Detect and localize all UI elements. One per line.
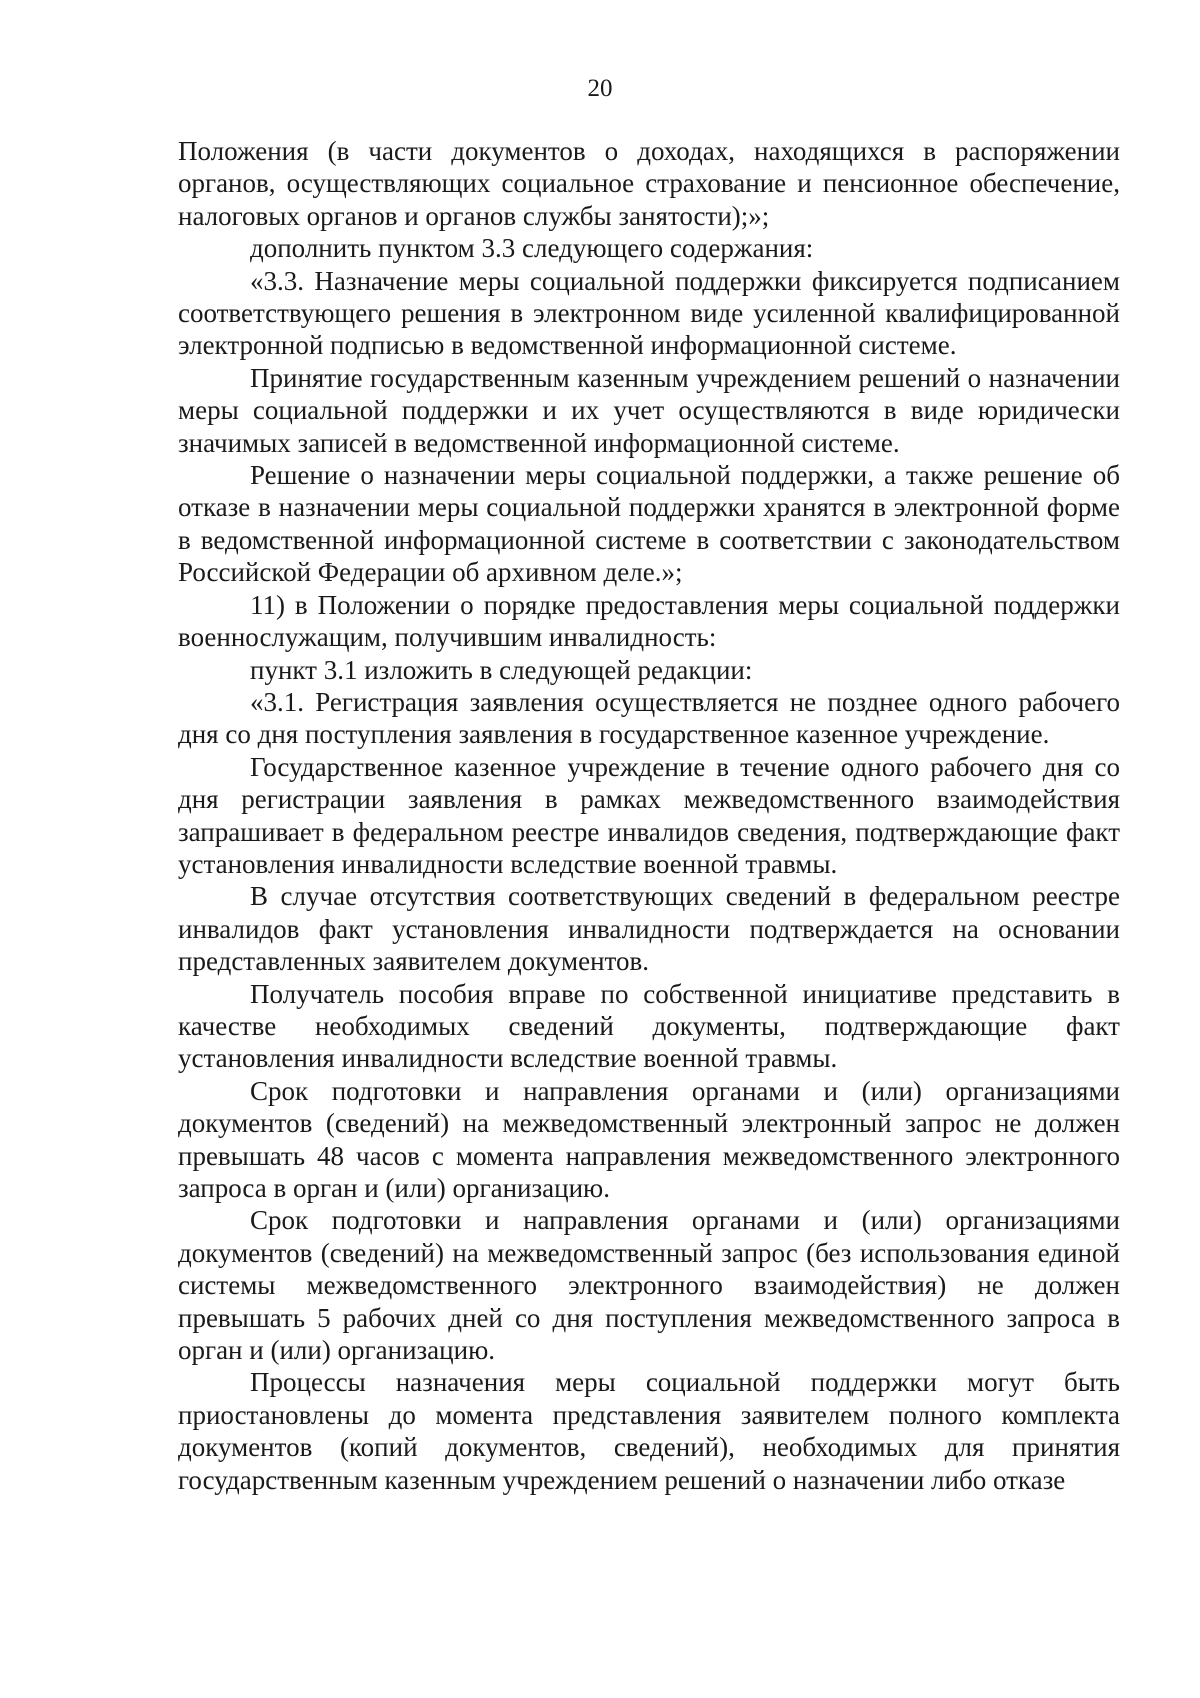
paragraph: Получатель пособия вправе по собственной инициативе представить в качестве необходимых сведений документы, подтверждающие факт установления инвалидности вследствие военной травмы. [178, 978, 1120, 1074]
paragraph: Срок подготовки и направления органами и (или) организациями документов (сведений) на межведомственный электронный запрос не должен превышать 48 часов с момента направления межведомственного электронного запроса в орган и (или) организацию. [178, 1075, 1120, 1203]
paragraph-amendment-instruction: пункт 3.1 изложить в следующей редакции: [250, 654, 753, 685]
document-body [178, 135, 1120, 1496]
paragraph-continuation: Положения (в части документов о доходах, находящихся в распоряжении органов, осуществляющих социальное страхование и пенсионное обеспечение, налоговых органов и органов службы занятости);»; [178, 136, 1120, 231]
paragraph-clause-3-1: «3.1. Регистрация заявления осуществляется не позднее одного рабочего дня со дня поступления заявления в государственное казенное учреждение. [178, 686, 1120, 750]
paragraph-clause-3-3: «3.3. Назначение меры социальной поддержки фиксируется подписанием соответствующего решения в электронном виде усиленной квалифицированной электронной подписью в ведомственной информационной системе. [178, 265, 1120, 361]
paragraph: Срок подготовки и направления органами и (или) организациями документов (сведений) на межведомственный запрос (без использования единой системы межведомственного электронного взаимодействия) не должен превышать 5 рабочих дней со дня поступления межведомственного запроса в орган и (или) организацию. [178, 1205, 1120, 1366]
paragraph: Решение о назначении меры социальной поддержки, а также решение об отказе в назначении меры социальной поддержки хранятся в электронной форме в ведомственной информационной системе в соответствии с законодательством Российской Федерации об архивном деле.»; [178, 460, 1120, 588]
paragraph: Принятие государственным казенным учреждением решений о назначении меры социальной поддержки и их учет осуществляются в виде юридически значимых записей в ведомственной информационной системе. [178, 362, 1120, 458]
paragraph-continues-next-page: Процессы назначения меры социальной поддержки могут быть приостановлены до момента представления заявителем полного комплекта документов (копий документов, сведений), необходимых для принятия государственным казенным учреждением решений о назначении либо отказе [178, 1367, 1120, 1495]
paragraph: Государственное казенное учреждение в течение одного рабочего дня со дня регистрации заявления в рамках межведомственного взаимодействия запрашивает в федеральном реестре инвалидов сведения, подтверждающие факт установления инвалидности вследствие военной травмы. [178, 751, 1120, 879]
page-number: 20 [587, 75, 613, 102]
paragraph: В случае отсутствия соответствующих сведений в федеральном реестре инвалидов факт установления инвалидности подтверждается на основании представленных заявителем документов. [178, 881, 1120, 977]
paragraph-amendment-instruction: дополнить пунктом 3.3 следующего содержания: [250, 233, 814, 264]
paragraph-item-11: 11) в Положении о порядке предоставления меры социальной поддержки военнослужащим, получившим инвалидность: [178, 589, 1120, 653]
